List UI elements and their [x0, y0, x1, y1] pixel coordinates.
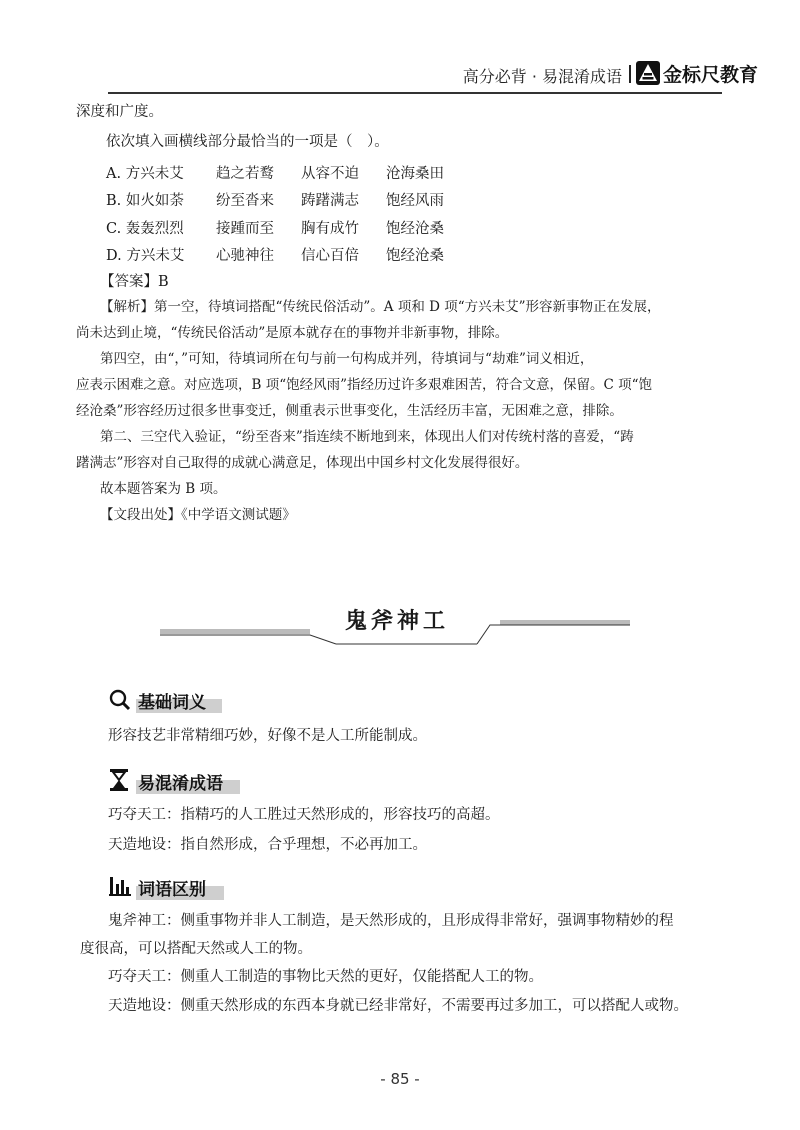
section-title: 易混淆成语 — [138, 774, 223, 794]
option-word: 心驰神往 — [216, 248, 274, 264]
option-label: B. 如火如荼 — [106, 193, 184, 209]
option-word: 趋之若鹜 — [216, 166, 274, 182]
section-title: 词语区别 — [138, 880, 206, 900]
definition-text: 形容技艺非常精细巧妙，好像不是人工所能制成。 — [108, 728, 427, 744]
analysis-line: 经沧桑”形容经历过很多世事变迁，侧重表示世事变化，生活经历丰富，无困难之意，排除。 — [76, 403, 623, 419]
section-title: 基础词义 — [138, 693, 206, 713]
option-word: 胸有成竹 — [301, 221, 359, 237]
analysis-line: 躇满志”形容对自己取得的成就心满意足，体现出中国乡村文化发展得很好。 — [76, 455, 529, 471]
question-stem: 依次填入画横线部分最恰当的一项是（ ）。 — [106, 134, 389, 150]
source-line: 【文段出处】《中学语文测试题》 — [100, 507, 296, 523]
idiom-title: 鬼斧神工 — [344, 608, 449, 634]
analysis-line: 应表示困难之意。对应选项，B 项“饱经风雨”指经历过许多艰难困苦，符合文意，保留。C 项“饱 — [76, 377, 653, 393]
brand-name: 金标尺教育 — [663, 63, 759, 86]
page-number: - 85 - — [380, 1070, 420, 1088]
option-label: A. 方兴未艾 — [106, 166, 184, 182]
bar-chart-icon — [108, 874, 132, 898]
analysis-line: 尚未达到止境，“传统民俗活动”是原本就存在的事物并非新事物，排除。 — [76, 325, 509, 341]
confusable-line: 天造地设：指自然形成，合乎理想，不必再加工。 — [108, 837, 427, 853]
analysis-line: 故本题答案为 B 项。 — [100, 481, 227, 497]
option-a — [106, 162, 444, 183]
brand-logo-icon — [636, 61, 660, 85]
distinction-line: 鬼斧神工：侧重事物并非人工制造，是天然形成的，且形成得非常好，强调事物精妙的程 — [108, 913, 674, 929]
analysis-block — [76, 294, 736, 528]
question-lead: 深度和广度。 — [76, 104, 163, 120]
option-word: 饱经风雨 — [386, 193, 444, 209]
analysis-line: 第四空，由“，”可知，待填词所在句与前一句构成并列，待填词与“劫难”词义相近， — [100, 351, 594, 367]
distinction-line: 巧夺天工：侧重人工制造的事物比天然的更好，仅能搭配人工的物。 — [108, 969, 543, 985]
option-word: 从容不迫 — [301, 166, 359, 182]
brand-logo — [636, 60, 758, 86]
option-label: D. 方兴未艾 — [106, 248, 185, 264]
option-label: C. 轰轰烈烈 — [106, 221, 184, 237]
option-word: 饱经沧桑 — [386, 248, 444, 264]
option-word: 沧海桑田 — [386, 166, 444, 182]
option-d — [106, 244, 444, 265]
confusable-line: 巧夺天工：指精巧的人工胜过天然形成的，形容技巧的高超。 — [108, 807, 500, 823]
search-icon — [108, 688, 132, 712]
distinction-line: 天造地设：侧重天然形成的东西本身就已经非常好，不需要再过多加工，可以搭配人或物。 — [108, 998, 688, 1014]
hourglass-icon — [108, 768, 130, 792]
header-series-title: 高分必背 · 易混淆成语 — [462, 67, 622, 86]
header-rule — [108, 92, 722, 94]
option-b — [106, 189, 444, 210]
option-word: 踌躇满志 — [301, 193, 359, 209]
analysis-line: 【解析】第一空，待填词搭配“传统民俗活动”。A 项和 D 项“方兴未艾”形容新事物正在发展， — [100, 299, 661, 315]
option-word: 纷至沓来 — [216, 193, 274, 209]
option-word: 信心百倍 — [301, 248, 359, 264]
answer-line: 【答案】B — [100, 274, 169, 290]
option-word: 饱经沧桑 — [386, 221, 444, 237]
analysis-line: 第二、三空代入验证，“纷至沓来”指连续不断地到来，体现出人们对传统村落的喜爱，“踌 — [100, 429, 634, 445]
header-separator — [629, 65, 631, 83]
option-word: 接踵而至 — [216, 221, 274, 237]
option-c — [106, 217, 444, 238]
distinction-line: 度很高，可以搭配天然或人工的物。 — [80, 941, 312, 957]
